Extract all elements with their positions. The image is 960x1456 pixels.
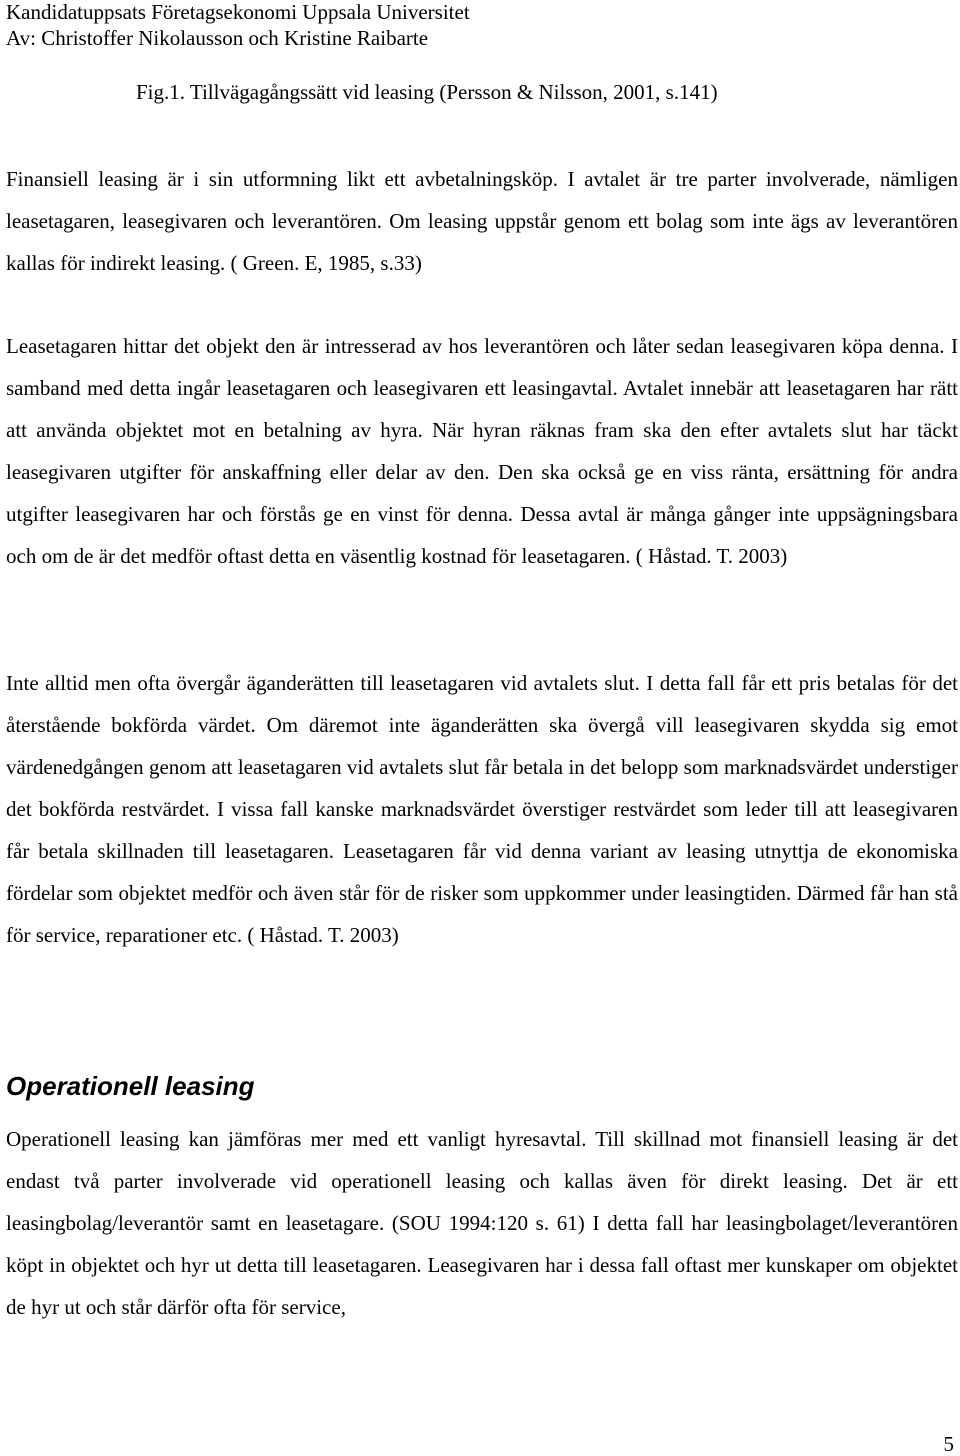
header-line-1: Kandidatuppsats Företagsekonomi Uppsala Universitet [6, 0, 470, 24]
section-heading-operationell-leasing: Operationell leasing [6, 1071, 255, 1101]
paragraph-operationell-leasing: Operationell leasing kan jämföras mer med ett vanligt hyresavtal. Till skillnad mot finansiell leasing är det endast två parter involverade vid operationell leasing och kallas även för direkt leasing. Det är ett leasingbolag/leverantör samt en leasetagare. (SOU 1994:120 s. 61) I detta fall har leasingbolaget/leverantören köpt in objektet och hyr ut detta till leasetagaren. Leasegivaren har i dessa fall oftast mer kunskaper om objektet de hyr ut och står därför ofta för service, [6, 1127, 958, 1319]
header-line-2: Av: Christoffer Nikolausson och Kristine Raibarte [6, 26, 429, 50]
page-number: 5 [943, 1432, 954, 1456]
paragraph-aganderatt: Inte alltid men ofta övergår äganderätten till leasetagaren vid avtalets slut. I detta fall får ett pris betalas för det återstående bokförda värdet. Om däremot inte äganderätten ska övergå vill leasegivaren skydda sig emot värdenedgången genom att leasetagaren vid avtalets slut får betala in det belopp som marknadsvärdet understiger det bokförda restvärdet. I vissa fall kanske marknadsvärdet överstiger restvärdet som leder till att leasegivaren får betala skillnaden till leasetagaren. Leasetagaren får vid denna variant av leasing utnyttja de ekonomiska fördelar som objektet medför och även står för de risker som uppkommer under leasingtiden. Därmed får han stå för service, reparationer etc. ( Håstad. T. 2003) [6, 671, 958, 947]
paragraph-finansiell-leasing: Finansiell leasing är i sin utformning likt ett avbetalningsköp. I avtalet är tre parter involverade, nämligen leasetagaren, leasegivaren och leverantören. Om leasing uppstår genom ett bolag som inte ägs av leverantören kallas för indirekt leasing. ( Green. E, 1985, s.33) [6, 167, 958, 275]
figure-caption: Fig.1. Tillvägagångssätt vid leasing (Persson & Nilsson, 2001, s.141) [136, 80, 718, 104]
paragraph-leasetagaren-process: Leasetagaren hittar det objekt den är intresserad av hos leverantören och låter sedan leasegivaren köpa denna. I samband med detta ingår leasetagaren och leasegivaren ett leasingavtal. Avtalet innebär att leasetagaren har rätt att använda objektet mot en betalning av hyra. När hyran räknas fram ska den efter avtalets slut har täckt leasegivaren utgifter för anskaffning eller delar av den. Den ska också ge en viss ränta, ersättning för andra utgifter leasegivaren har och förstås ge en vinst för denna. Dessa avtal är många gånger inte uppsägningsbara och om de är det medför oftast detta en väsentlig kostnad för leasetagaren. ( Håstad. T. 2003) [6, 334, 958, 568]
